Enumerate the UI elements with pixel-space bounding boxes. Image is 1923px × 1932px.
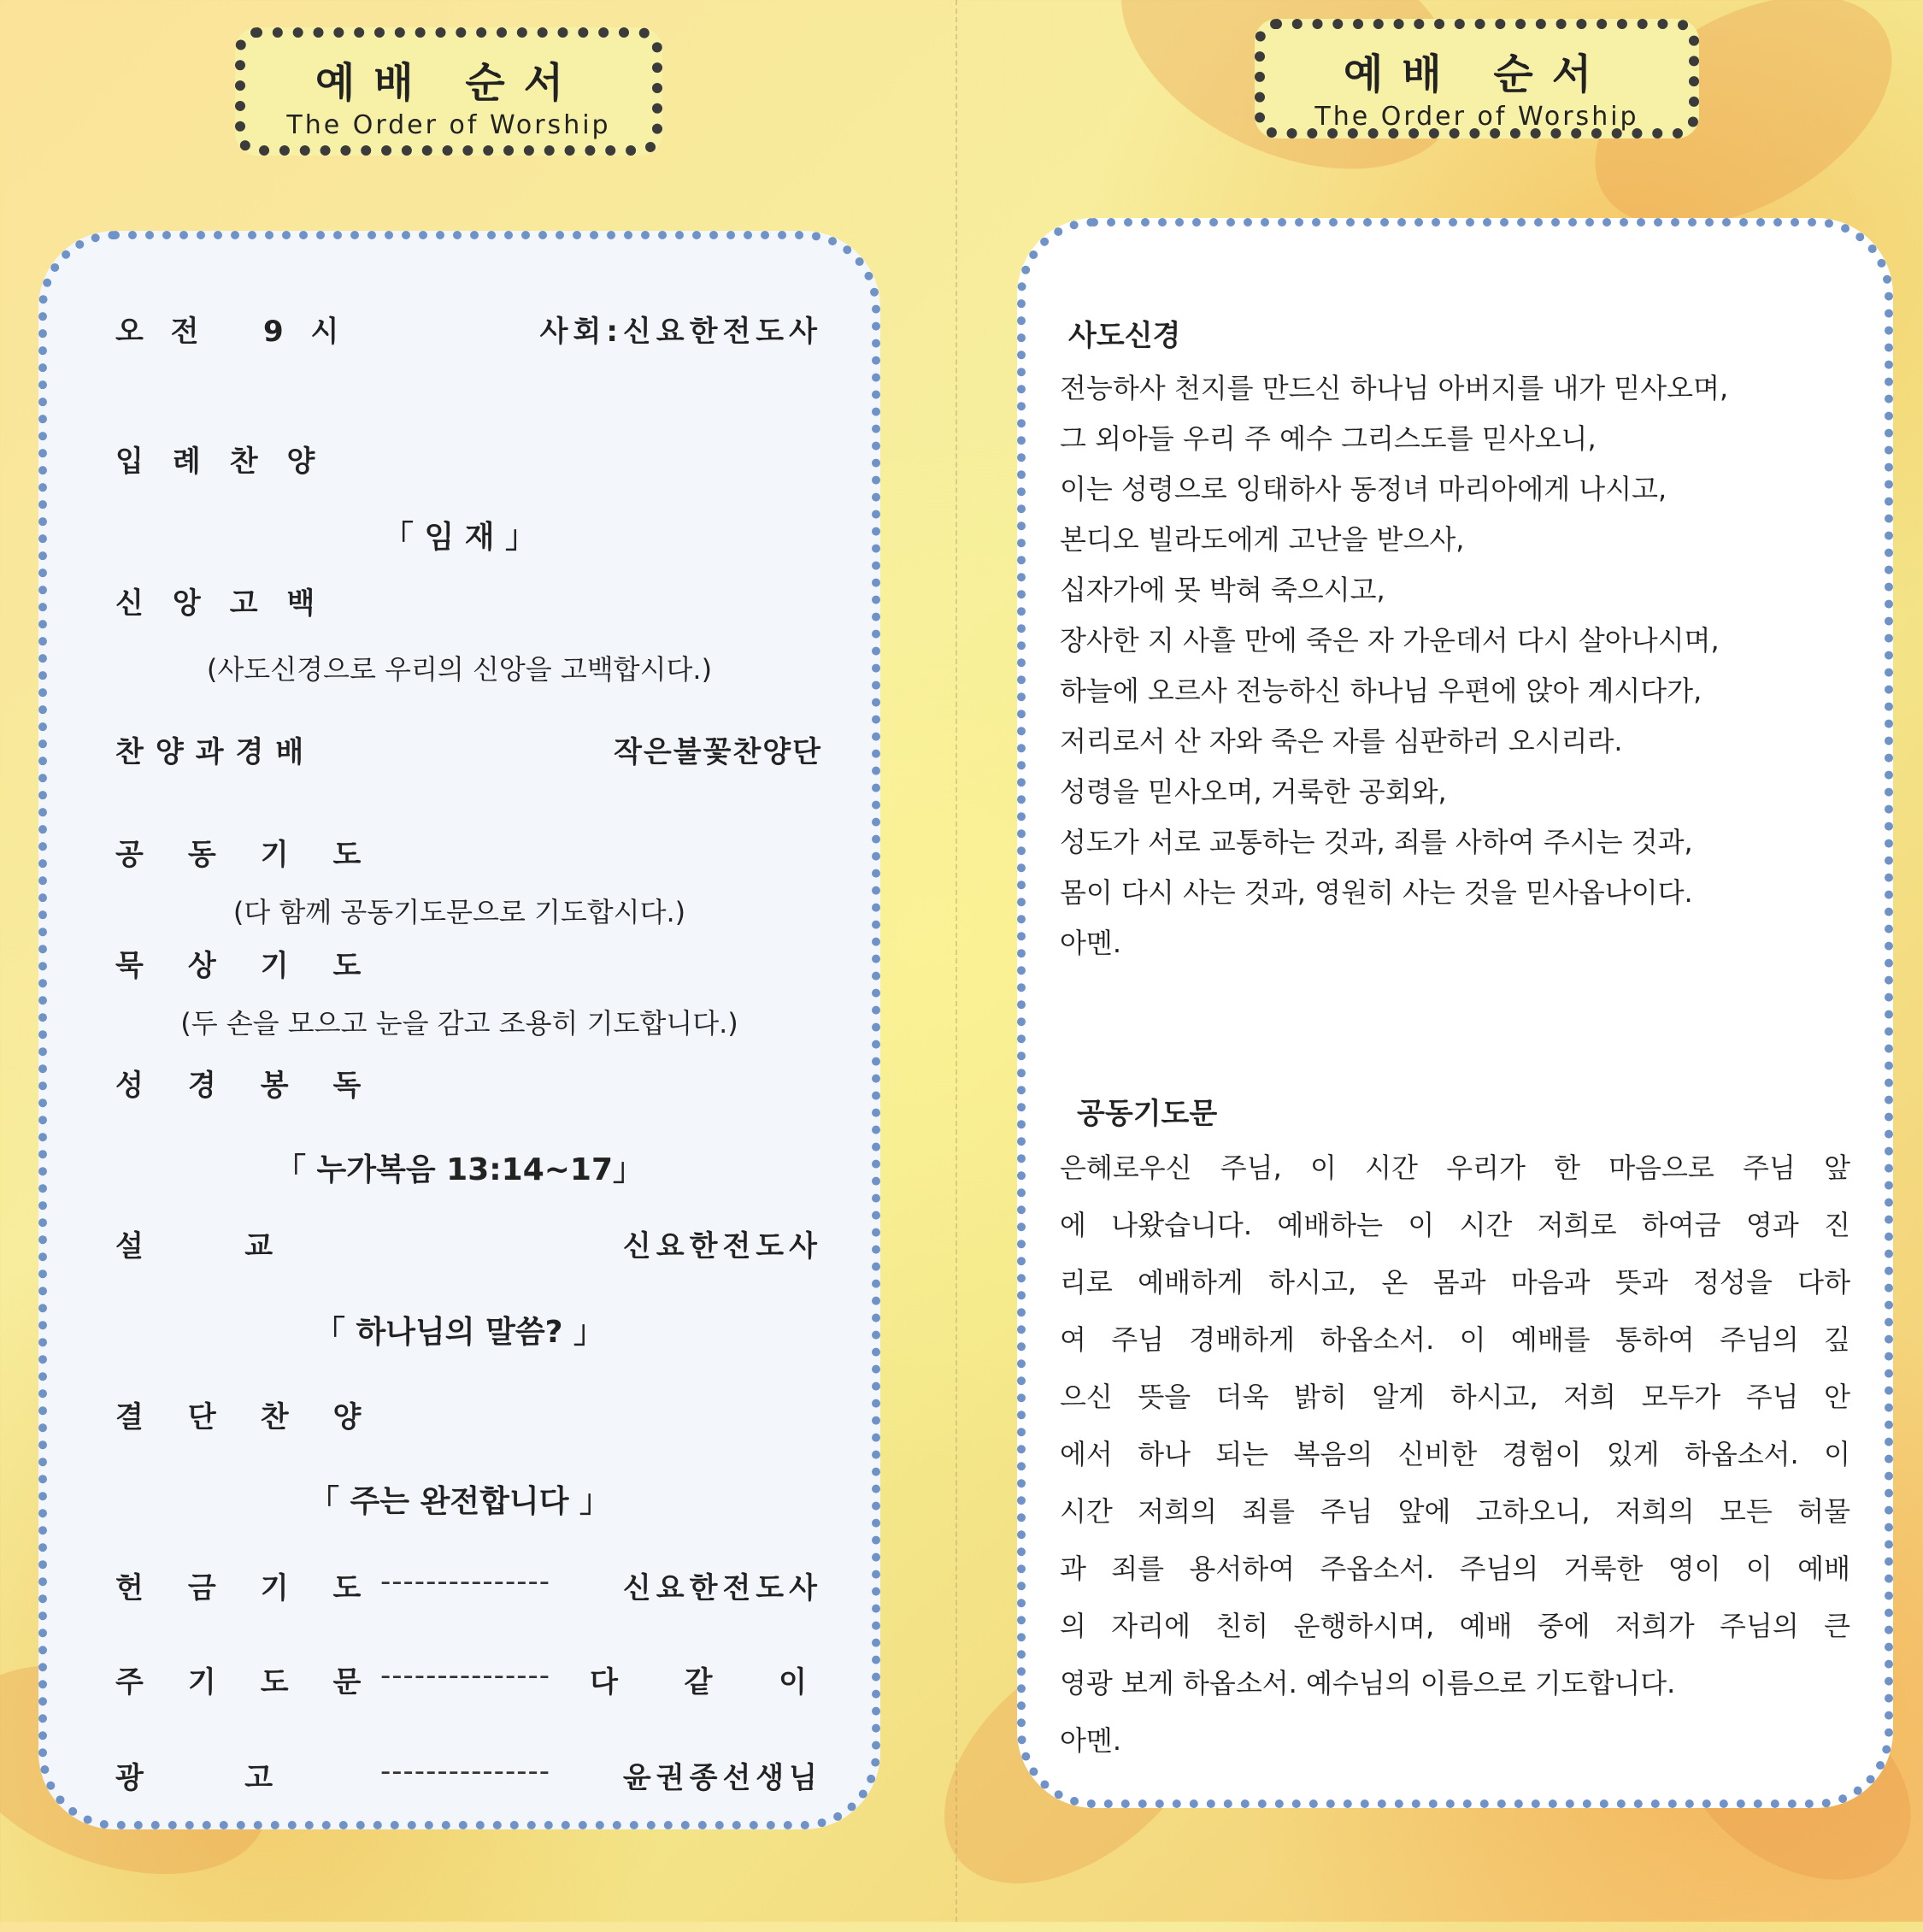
creed-line: 저리로서 산 자와 죽은 자를 심판하러 오시리라. [1060, 725, 1623, 757]
creed-line: 전능하사 천지를 만드신 하나님 아버지를 내가 믿사오며, [1060, 372, 1729, 404]
prayer-line: 에 나왔습니다. 예배하는 이 시간 저희로 하여금 영과 진 [1060, 1209, 1850, 1241]
prayer-line: 리로 예배하게 하시고, 온 몸과 마음과 뜻과 정성을 다하 [1060, 1266, 1850, 1299]
offering-prayer-label: 헌금기도 [115, 1571, 406, 1605]
opening-song-title: 「 임 재 」 [382, 520, 537, 555]
creed-note: (사도신경으로 우리의 신앙을 고백합시다.) [206, 653, 713, 686]
prayer-line: 영광 보게 하옵소서. 예수님의 이름으로 기도합니다. [1060, 1667, 1676, 1699]
creed-line: 십자가에 못 박혀 죽으시고, [1060, 574, 1385, 606]
announcements-dashes: --------------- [380, 1754, 551, 1788]
right-title-box [1255, 19, 1699, 138]
lords-prayer-dashes: --------------- [380, 1658, 551, 1693]
service-leader: 사회:신요한전도사 [539, 315, 822, 349]
silent-prayer-note: (두 손을 모으고 눈을 감고 조용히 기도합니다.) [180, 1007, 738, 1040]
creed-line: 몸이 다시 사는 것과, 영원히 사는 것을 믿사옵나이다. [1060, 876, 1693, 909]
lords-prayer-leader: 다 같 이 [590, 1665, 822, 1699]
prayer-line: 여 주님 경배하게 하옵소서. 이 예배를 통하여 주님의 깊 [1060, 1323, 1850, 1356]
apostles-creed-heading: 사도신경 [1068, 319, 1181, 353]
opening-praise-label: 입례찬양 [115, 445, 344, 479]
praise-team: 작은불꽃찬양단 [614, 735, 822, 769]
creed-prayer-panel [1017, 218, 1893, 1808]
creed-line: 성령을 믿사오며, 거룩한 공회와, [1060, 775, 1447, 808]
title-english: The Order of Worship [286, 110, 611, 140]
prayer-line: 시간 저희의 죄를 주님 앞에 고하오니, 저희의 모든 허물 [1060, 1495, 1850, 1528]
common-prayer-label: 공동기도 [115, 838, 406, 872]
creed-line: 하늘에 오르사 전능하신 하나님 우편에 앉아 계시다가, [1060, 674, 1702, 707]
praise-worship-label: 찬양과경배 [115, 735, 316, 769]
sermon-label: 설 교 [115, 1229, 273, 1263]
common-prayer-text [1060, 1140, 1850, 1770]
silent-prayer-label: 묵상기도 [115, 949, 406, 983]
creed-line: 장사한 지 사흘 만에 죽은 자 가운데서 다시 살아나시며, [1060, 624, 1720, 657]
response-song-label: 결단찬양 [115, 1400, 406, 1434]
sermon-title: 「 하나님의 말씀? 」 [314, 1315, 605, 1350]
offering-leader: 신요한전도사 [622, 1571, 822, 1605]
service-time: 오 전 9 시 [115, 315, 348, 349]
creed-line: 성도가 서로 교통하는 것과, 죄를 사하여 주시는 것과, [1060, 826, 1693, 858]
creed-line: 본디오 빌라도에게 고난을 받으사, [1060, 523, 1465, 556]
page-fold-line [956, 0, 957, 1922]
title-korean: 예배 순서 [315, 59, 583, 107]
announcements-leader: 윤권종선생님 [622, 1761, 822, 1795]
response-song-title: 「 주는 완전합니다 」 [308, 1484, 611, 1519]
title-korean: 예배 순서 [1343, 50, 1611, 98]
prayer-line: 은혜로우신 주님, 이 시간 우리가 한 마음으로 주님 앞 [1060, 1152, 1850, 1184]
title-english: The Order of Worship [1314, 102, 1639, 132]
lords-prayer-label: 주기도문 [115, 1665, 406, 1699]
prayer-line: 에서 하나 되는 복음의 신비한 경험이 있게 하옵소서. 이 [1060, 1438, 1850, 1470]
creed-label: 신앙고백 [115, 586, 344, 621]
prayer-line: 으신 뜻을 더욱 밝히 알게 하시고, 저희 모두가 주님 안 [1060, 1381, 1850, 1413]
scripture-reference: 「 누가복음 13:14~17」 [274, 1152, 644, 1187]
sermon-preacher: 신요한전도사 [622, 1229, 822, 1263]
offering-dashes: --------------- [380, 1564, 551, 1599]
apostles-creed-text [1060, 363, 1850, 969]
creed-line: 그 외아들 우리 주 예수 그리스도를 믿사오니, [1060, 422, 1597, 455]
common-prayer-note: (다 함께 공동기도문으로 기도합시다.) [232, 896, 686, 928]
worship-order-panel [38, 231, 880, 1829]
prayer-line: 과 죄를 용서하여 주옵소서. 주님의 거룩한 영이 이 예배 [1060, 1552, 1850, 1585]
creed-line: 이는 성령으로 잉태하사 동정녀 마리아에게 나시고, [1060, 473, 1667, 505]
prayer-line: 아멘. [1060, 1724, 1121, 1757]
announcements-label: 광 고 [115, 1761, 273, 1795]
common-prayer-heading: 공동기도문 [1077, 1097, 1218, 1131]
scripture-reading-label: 성경봉독 [115, 1069, 406, 1103]
prayer-line: 의 자리에 친히 운행하시며, 예배 중에 저희가 주님의 큰 [1060, 1610, 1850, 1642]
creed-line: 아멘. [1060, 927, 1121, 959]
left-title-box [235, 27, 662, 156]
